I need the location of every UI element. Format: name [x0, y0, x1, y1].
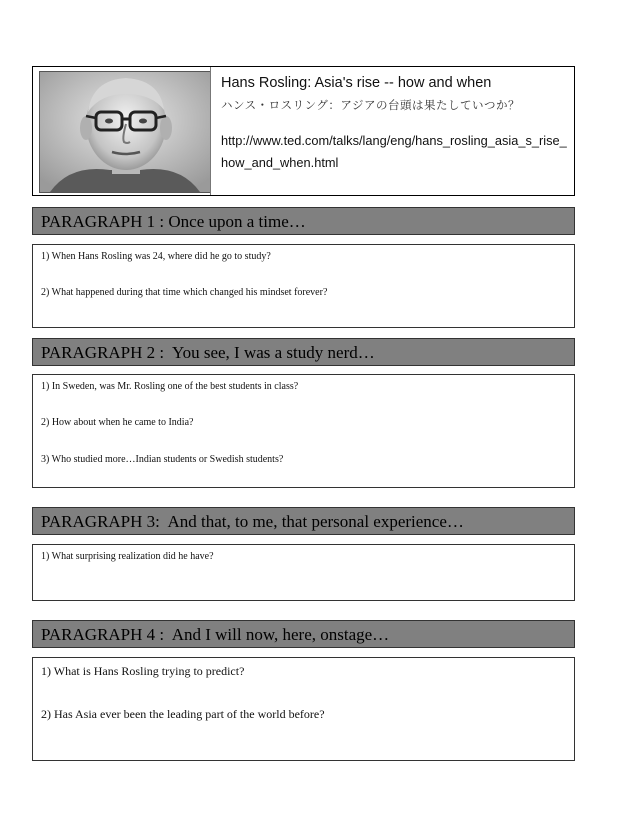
question-2-3: 3) Who studied more…Indian students or Swedish students? — [41, 454, 284, 465]
talk-title-japanese: ハンス・ロスリング：アジアの台頭は果たしていつか？ — [221, 98, 520, 112]
paragraph-3-heading: PARAGRAPH 3: And that, to me, that personal experience… — [32, 507, 575, 535]
question-1-2: 2) What happened during that time which changed his mindset forever? — [41, 287, 328, 298]
talk-title: Hans Rosling: Asia's rise -- how and when — [221, 75, 492, 91]
paragraph-2-questions — [32, 374, 575, 488]
paragraph-2-heading: PARAGRAPH 2 : You see, I was a study nerd… — [32, 338, 575, 366]
question-1-1: 1) When Hans Rosling was 24, where did he go to study? — [41, 251, 271, 262]
speaker-photo — [39, 71, 211, 193]
question-2-2: 2) How about when he came to India? — [41, 417, 194, 428]
talk-info-box — [32, 66, 575, 196]
paragraph-1-questions — [32, 244, 575, 328]
paragraph-4-heading: PARAGRAPH 4 : And I will now, here, onstage… — [32, 620, 575, 648]
question-4-1: 1) What is Hans Rosling trying to predict? — [41, 664, 245, 678]
header-divider — [210, 67, 211, 195]
paragraph-4-questions — [32, 657, 575, 761]
paragraph-3-questions — [32, 544, 575, 601]
paragraph-1-heading: PARAGRAPH 1 : Once upon a time… — [32, 207, 575, 235]
question-2-1: 1) In Sweden, was Mr. Rosling one of the best students in class? — [41, 381, 299, 392]
talk-url-link[interactable]: http://www.ted.com/talks/lang/eng/hans_rosling_asia_s_rise_how_and_when.html — [221, 133, 567, 170]
speaker-portrait-image — [40, 72, 210, 192]
question-3-1: 1) What surprising realization did he have? — [41, 551, 214, 562]
question-4-2: 2) Has Asia ever been the leading part of the world before? — [41, 707, 325, 721]
